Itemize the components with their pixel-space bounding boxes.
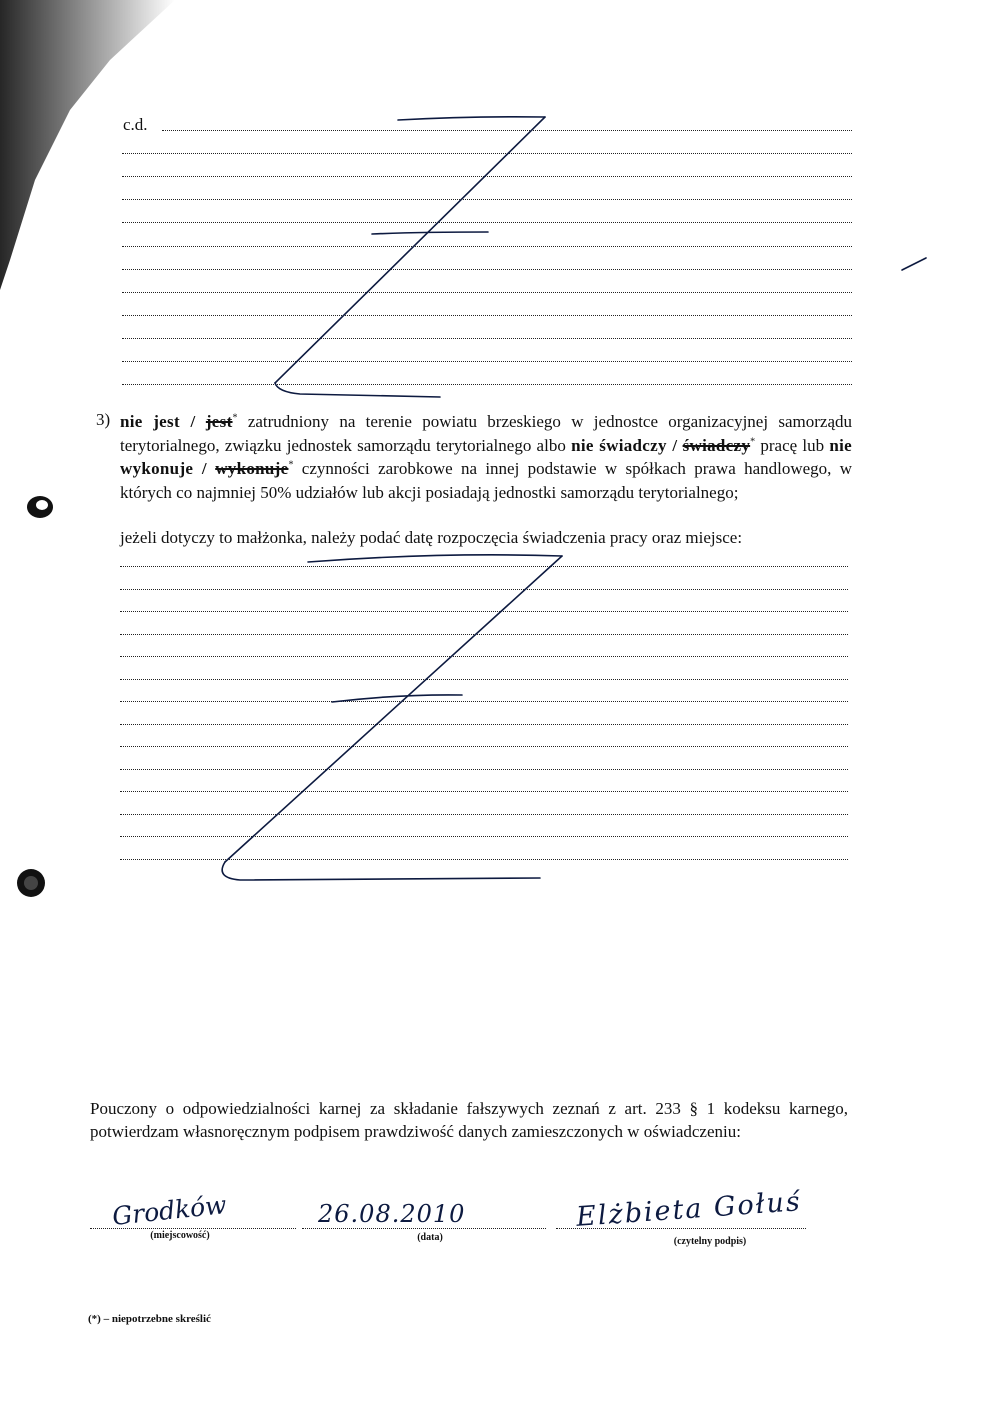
z-stroke-1-mid <box>372 232 488 234</box>
declaration-text: Pouczony o odpowiedzialności karnej za składanie fałszywych zeznań z art. 233 § 1 kodeksu karnego, potwierdzam własnoręcznym podpisem prawdziwość danych zamieszczonych w oświadczeniu: <box>90 1099 848 1141</box>
item-text-2: pracę lub <box>755 435 830 455</box>
footnote: (*) – niepotrzebne skreślić <box>88 1313 211 1325</box>
asterisk-2: * <box>750 435 756 447</box>
z-stroke-2-mid <box>332 695 462 702</box>
spouse-instruction: jeżeli dotyczy to małżonka, należy podać datę rozpoczęcia świadczenia pracy oraz miejsce: <box>120 528 743 547</box>
signature-caption: (czytelny podpis) <box>673 1236 747 1247</box>
asterisk-3: * <box>288 459 294 471</box>
option-wykonuje-struck: wykonuje <box>215 459 289 478</box>
place-handwritten: Grodków <box>110 1190 228 1231</box>
z-stroke-1-bottom <box>275 383 440 397</box>
option-swiadczy-struck: świadczy <box>682 435 751 455</box>
punch-hole-bottom <box>14 866 48 900</box>
z-stroke-2-bottom <box>222 862 540 880</box>
z-stroke-1-diagonal <box>275 117 545 383</box>
asterisk-1: * <box>232 412 238 424</box>
option-nie-jest: nie jest / <box>120 412 196 431</box>
item-text-1: zatrudniony na terenie powiatu brzeskiego w jednostce organizacyjnej samorządu terytorialnego, związku jednostek samorządu terytorialnego albo <box>120 412 852 455</box>
option-nie-wykonuje: nie wykonuje / <box>120 435 852 478</box>
z-stroke-2-diagonal <box>225 556 562 862</box>
place-caption: (miejscowość) <box>150 1230 210 1241</box>
date-caption: (data) <box>417 1232 443 1243</box>
continuation-label: c.d. <box>123 115 148 134</box>
signature-handwritten: Elżbieta Gołuś <box>575 1186 803 1233</box>
option-jest-struck: jest <box>205 412 233 431</box>
margin-mark <box>902 258 926 270</box>
option-nie-swiadczy: nie świadczy / <box>571 435 678 455</box>
item-number: 3) <box>96 410 111 429</box>
date-handwritten: 26.08.2010 <box>318 1200 466 1228</box>
punch-hole-top <box>20 492 60 522</box>
z-stroke-1-top <box>398 117 545 120</box>
z-stroke-2-top <box>308 555 562 562</box>
item-text-3: czynności zarobkowe na innej podstawie w spółkach prawa handlowego, w których co najmniej 50% udziałów lub akcji posiadają jednostki samorządu terytorialnego; <box>120 459 853 502</box>
